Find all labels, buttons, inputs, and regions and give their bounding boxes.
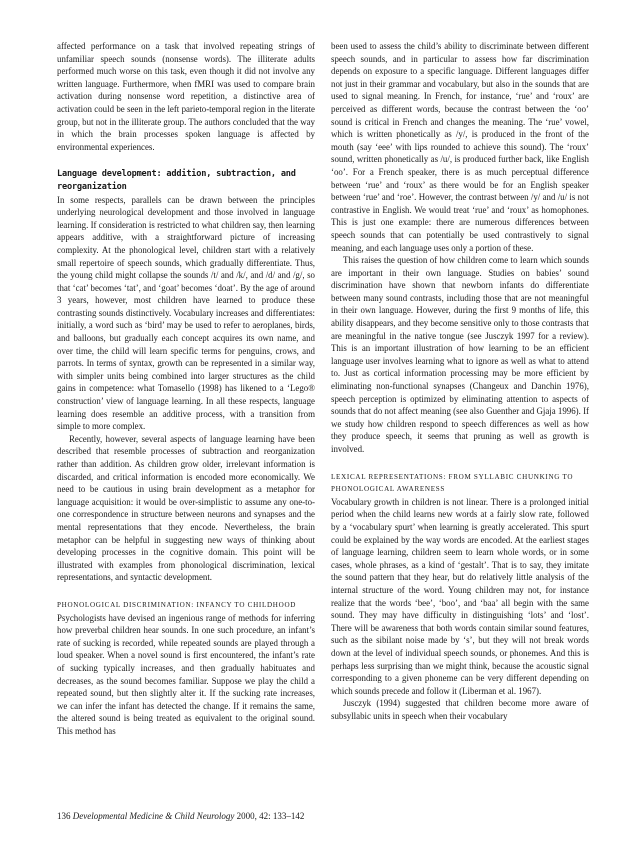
left-paragraph-3: Recently, however, several aspects of language learning have been described that resemble processes of subtraction and reorganization rather than addition. As children grow older, irrelevant information is discarded, and critical information is encoded more economically. We need to be cautious in using brain development as a metaphor for language acquisition: it would be over-simplistic to assume any one-to-one correspondence in structure between neurons and synapses and the mental representations that they encode. Nevertheless, the brain metaphor can be helpful in suggesting new ways of thinking about developing processes in the cognitive domain. This point will be illustrated with examples from phonological discrimination, lexical representations, and syntactic development. xyxy=(57,433,315,583)
right-column xyxy=(331,40,589,722)
right-paragraph-3: Vocabulary growth in children is not linear. There is a prolonged initial period when the child learns new words at a fairly slow rate, followed by a ‘vocabulary spurt’ when learning is greatly accelerated. This spurt could be explained by the way words are encoded. At the earliest stages of language learning, children seem to learn whole words, or in some cases, whole phrases, as a kind of ‘gestalt’. That is to say, they imitate the sound pattern that they hear, but do relatively little analysis of the internal structure of the word. Young children may not, for instance realize that the words ‘bee’, ‘boo’, and ‘baa’ all begin with the same sound. They may have difficulty in distinguishing ‘lots’ and ‘lost’. There will be awareness that both words contain similar sound features, such as the sibilant noise made by ‘s’, but they will not break words down at the level of individual speech sounds, or phonemes. And this is perhaps less surprising than we might think, because the acoustic signal corresponding to a given phoneme can be very different depending on which sounds precede and follow it (Liberman et al. 1967). xyxy=(331,496,589,696)
right-paragraph-2: This raises the question of how children come to learn which sounds are important in their own language. Studies on babies’ sound discrimination have shown that newborn infants do differentiate between many sound contrasts, including those that are not meaningful in their own language. However, during the first 9 months of life, this ability disappears, and they become sensitive only to those contrasts that are meaningful in the native tongue (see Jusczyk 1997 for a review). This is an important illustration of how learning to be an efficient language user involves learning what to ignore as well as what to attend to. Just as cortical information processing may be more efficient by eliminating non-functional synapses (Changeux and Danchin 1976), speech perception is optimized by eliminating attention to aspects of sounds that do not affect meaning (see also Guenther and Gjaja 1996). If we study how children respond to speech differences as well as how they produce speech, it seems that pruning as well as growth is involved. xyxy=(331,255,589,454)
right-paragraph-1: been used to assess the child’s ability to discriminate between different speech sounds, and in particular to assess how far discrimination depends on exposure to a specific language. Different languages differ not just in their grammar and vocabulary, but also in the sounds that are used to signal meaning. In French, for instance, ‘rue’ and ‘roux’ are perceived as different words, because the contrast between the ‘oo’ sound is critical in French and changes the meaning. The ‘rue’ vowel, which is written phonetically as /y/, is produced in the front of the mouth (say ‘eee’ with lips rounded to achieve this sound). The ‘roux’ sound, written phonetically as /u/, is produced further back, like English ‘oo’. For a French speaker, there is as much perceptual difference between ‘rue’ and ‘roux’ as there would be for an English speaker between ‘rue’ and ‘roe’. However, the contrast between /y/ and /u/ is not contrastive in English. We would treat ‘rue’ and ‘roux’ as homophones. This is just one example: there are numerous differences between speech sounds that can potentially be used contrastively to signal meaning, and each language uses only a portion of these. xyxy=(331,41,589,253)
journal-title: Developmental Medicine & Child Neurology xyxy=(72,811,235,821)
left-column xyxy=(57,40,315,737)
left-paragraph-2: In some respects, parallels can be drawn between the principles underlying neurological development and those involved in language learning. If consideration is restricted to what children say, then learning appears additive, with a straightforward picture of increasing complexity. At the phonological level, children start with a relatively small repertoire of speech sounds, which gradually differentiate. Thus, the young child might collapse the sounds /t/ and /k/, and /d/ and /g/, so that ‘cat’ becomes ‘tat’, and ‘goat’ becomes ‘doat’. By the age of around 3 years, however, most children have learned to produce these contrasting sounds distinctively. Vocabulary increases and differentiates: initially, a word such as ‘bird’ may be used to refer to aeroplanes, birds, and balloons, but gradually each concept acquires its own name, and over time, the child will learn specific terms for penguins, crows, and parrots. In terms of syntax, growth can be represented in a similar way, with simpler units being combined into larger structures as the child gains in competence: what Tomasello (1998) has likened to a ‘Lego® construction’ view of language learning. In all these respects, language learning does resemble an additive process, with a transition from simple to more complex. xyxy=(57,194,315,432)
page-footer xyxy=(57,810,304,822)
left-paragraph-4: Psychologists have devised an ingenious range of methods for inferring how preverbal children hear sounds. In one such procedure, an infant’s rate of sucking is recorded, while repeated sounds are played through a loud speaker. When a novel sound is first encountered, the infant’s rate of sucking typically increases, and then gradually habituates and decreases, as the sound becomes familiar. Suppose we play the child a repeated sound, but then slightly alter it. If the sucking rate increases, we can infer the infant has detected the change. If it remains the same, the altered sound is being treated as equivalent to the original sound. This method has xyxy=(57,612,315,736)
right-paragraph-4: Jusczyk (1994) suggested that children become more aware of subsyllabic units in speech when their vocabulary xyxy=(331,698,589,721)
subsection-heading-phonological-discrimination: PHONOLOGICAL DISCRIMINATION: INFANCY TO CHILDHOOD xyxy=(57,600,297,609)
left-paragraph-1: affected performance on a task that involved repeating strings of unfamiliar speech sounds (nonsense words). The illiterate adults performed much worse on this task, even though it did not involve any written language. Furthermore, when fMRI was used to compare brain activation during nonsense word repetition, a distinctive area of activation could be seen in the left parieto-temporal region in the literate group, but not in the illiterate group. The authors concluded that the way in which the brain processes spoken language is affected by environmental experiences. xyxy=(57,41,315,152)
subsection-heading-lexical-representations: LEXICAL REPRESENTATIONS: FROM SYLLABIC CHUNKING TO PHONOLOGICAL AWARENESS xyxy=(331,472,574,494)
journal-citation: 2000, 42: 133–142 xyxy=(236,811,305,821)
page-number: 136 xyxy=(57,811,71,821)
section-heading-language-development: Language development: addition, subtraction, and reorganization xyxy=(57,169,296,192)
